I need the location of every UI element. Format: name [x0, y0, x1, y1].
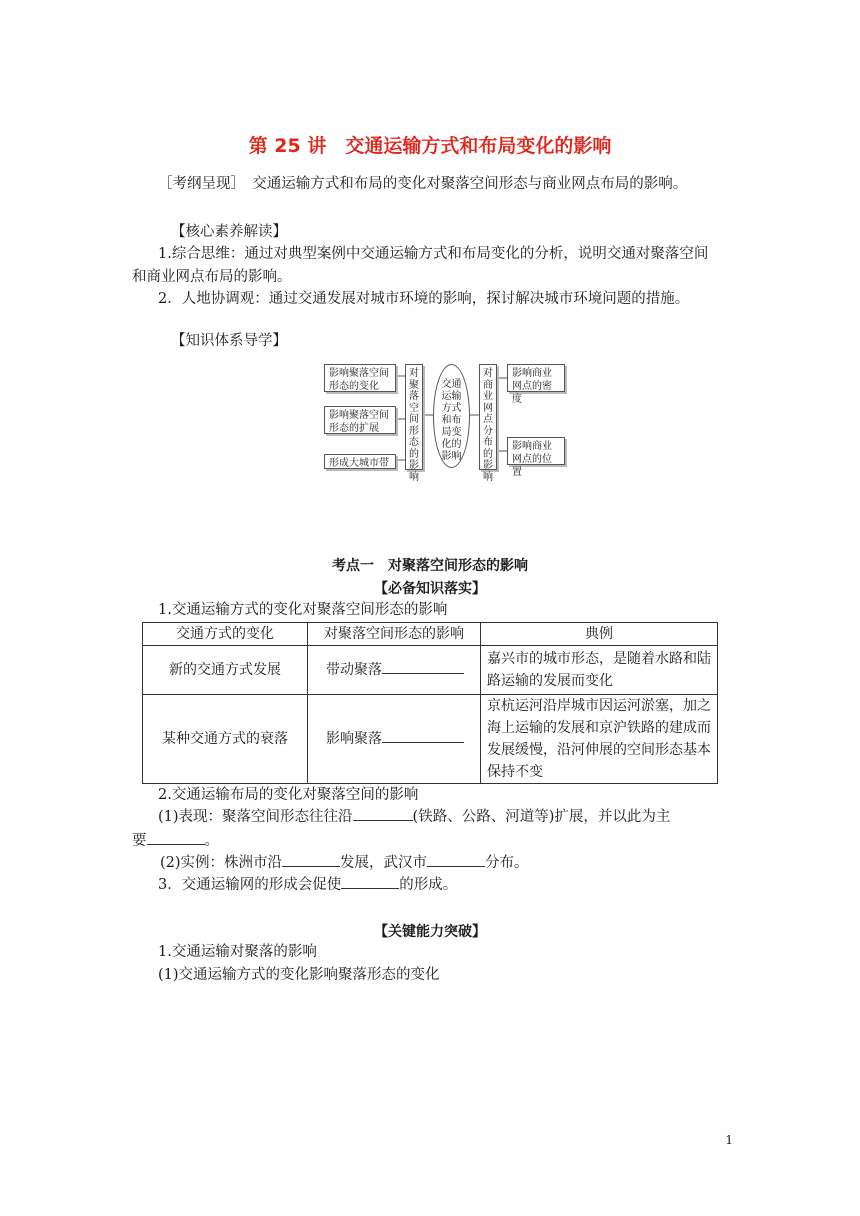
table-header: 对聚落空间形态的影响	[308, 623, 481, 646]
table-cell: 京杭运河沿岸城市因运河淤塞，加之海上运输的发展和京沪铁路的建成而发展缓慢，沿河伸展的空间形态基本保持不变	[481, 695, 718, 784]
kaodian1-sub: 【必备知识落实】	[374, 581, 486, 597]
text-span: (2)实例：株洲市沿	[160, 855, 283, 871]
table-header-row	[143, 623, 718, 646]
kaodian1-p1: 1.交通运输方式的变化对聚落空间形态的影响	[158, 602, 448, 618]
text-span: (铁路、公路、河道等)扩展，并以此为主	[412, 809, 671, 825]
diagram-right-box-2: 影响商业网点的位置	[507, 437, 565, 465]
diagram-left-box-3: 形成大城市带	[324, 454, 396, 469]
table-cell: 某种交通方式的衰落	[143, 695, 308, 784]
answer-blank[interactable]	[427, 852, 485, 867]
page-number: 1	[725, 1133, 733, 1147]
table-cell-fill	[308, 646, 481, 695]
page-title: 第 25 讲 交通运输方式和布局变化的影响	[248, 135, 612, 157]
kaodian1-p2-1	[158, 805, 670, 829]
guanjian-heading: 【关键能力突破】	[374, 924, 486, 940]
kaodian1-heading: 考点一 对聚落空间形态的影响	[332, 558, 528, 574]
knowledge-table	[142, 622, 718, 784]
answer-blank[interactable]	[147, 830, 205, 845]
table-header: 交通方式的变化	[143, 623, 308, 646]
diagram-left-box-2: 影响聚落空间形态的扩展	[324, 406, 396, 434]
hexin-item2: 2．人地协调观：通过交通发展对城市环境的影响，探讨解决城市环境问题的措施。	[158, 291, 690, 307]
table-cell-text: 影响聚落	[326, 731, 382, 747]
answer-blank[interactable]	[382, 728, 464, 743]
guanjian-p2: (1)交通运输方式的变化影响聚落形态的变化	[158, 967, 440, 983]
table-row	[143, 646, 718, 695]
table-cell-text: 带动聚落	[326, 662, 382, 678]
zhishi-heading: 【知识体系导学】	[171, 333, 287, 349]
text-span: 3．交通运输网的形成会促使	[158, 877, 342, 893]
kaogang-text: ［考纲呈现］ 交通运输方式和布局的变化对聚落空间形态与商业网点布局的影响。	[158, 176, 688, 192]
knowledge-diagram	[320, 360, 570, 483]
table-cell: 新的交通方式发展	[143, 646, 308, 695]
text-span: 。	[204, 833, 219, 849]
hexin-item1-line2: 和商业网点布局的影响。	[132, 269, 292, 285]
text-span: 分布。	[485, 855, 529, 871]
answer-blank[interactable]	[282, 852, 340, 867]
table-header: 典例	[481, 623, 718, 646]
diagram-center-oval: 交通运输方式和布局变化的影响	[433, 364, 470, 468]
table-cell: 嘉兴市的城市形态，是随着水路和陆路运输的发展而变化	[481, 646, 718, 695]
diagram-left-box-1: 影响聚落空间形态的变化	[324, 364, 396, 392]
answer-blank[interactable]	[382, 659, 464, 674]
text-span: 发展，武汉市	[340, 855, 428, 871]
text-span: (1)表现：聚落空间形态往往沿	[158, 809, 353, 825]
hexin-item1-line1: 1.综合思维：通过对典型案例中交通运输方式和布局变化的分析，说明交通对聚落空间	[158, 246, 709, 262]
text-span: 要	[132, 833, 147, 849]
table-cell-fill	[308, 695, 481, 784]
kaodian1-p2-1-cont	[132, 829, 219, 853]
kaodian1-p2-2	[160, 851, 529, 875]
text-span: 的形成。	[399, 877, 458, 893]
table-row	[143, 695, 718, 784]
guanjian-p1: 1.交通运输对聚落的影响	[158, 944, 317, 960]
kaodian1-p3	[158, 873, 457, 897]
answer-blank[interactable]	[353, 806, 413, 821]
answer-blank[interactable]	[341, 874, 399, 889]
diagram-right-bracket: 对商业网点分布的影响	[479, 364, 497, 470]
kaodian1-p2: 2.交通运输布局的变化对聚落空间的影响	[158, 787, 419, 803]
diagram-right-box-1: 影响商业网点的密度	[507, 364, 565, 392]
diagram-left-bracket: 对聚落空间形态的影响	[405, 364, 423, 470]
hexin-heading: 【核心素养解读】	[171, 224, 287, 240]
